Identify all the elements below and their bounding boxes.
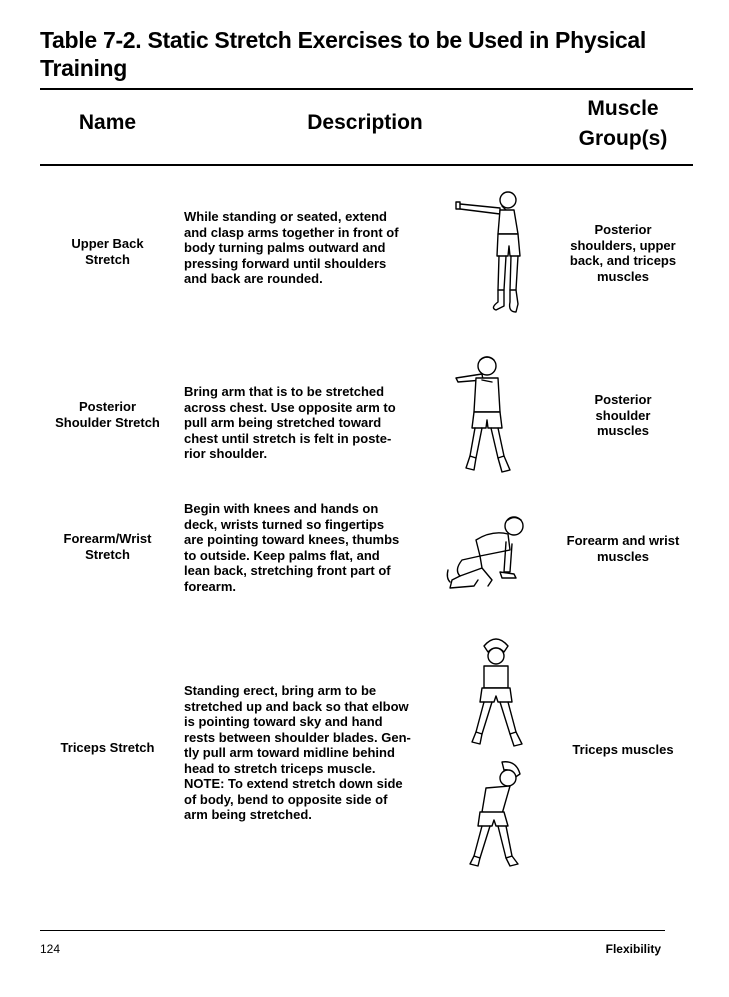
row-3-name: Forearm/Wrist Stretch [63, 531, 152, 562]
row-4-muscle-groups: Triceps muscles [572, 742, 674, 757]
row-4-name: Triceps Stretch [60, 740, 155, 755]
page-title: Table 7-2. Static Stretch Exercises to be Used in Physical Training [40, 27, 646, 81]
row-2-description: Bring arm that is to be stretched across chest. Use opposite arm to pull arm being stretched toward chest until stretch is felt in poste- rior shoulder. [184, 384, 396, 461]
top-rule [40, 88, 693, 90]
row-2-name: Posterior Shoulder Stretch [55, 399, 160, 430]
standing-arm-across-chest-figure-icon [452, 352, 522, 480]
row-4-description: Standing erect, bring arm to be stretched up and back so that elbow is pointing toward sky and hand rests between shoulder blades. Gen- tly pull arm toward midline behind head to stretch triceps muscle. NOTE: To extend stretch down side of body, bend to opposite side of arm being stretched. [184, 683, 411, 822]
row-3-muscle-groups: Forearm and wrist muscles [566, 533, 680, 564]
row-1-description: While standing or seated, extend and clasp arms together in front of body turning palms outward and pressing forward until shoulders and back are rounded. [184, 209, 399, 286]
standing-side-bend-figure-icon [462, 756, 532, 868]
row-1-name: Upper Back Stretch [71, 236, 144, 267]
standing-arm-overhead-figure-icon [466, 632, 526, 750]
page-number: 124 [40, 942, 61, 956]
row-2-muscle-groups: Posterior shoulder muscles [594, 392, 652, 438]
kneeling-hands-on-deck-figure-icon [444, 510, 534, 592]
footer-rule [40, 930, 665, 931]
column-header-muscle-groups: Muscle Group(s) [578, 97, 668, 150]
column-header-name: Name [78, 111, 137, 134]
standing-arms-forward-figure-icon [452, 190, 532, 318]
column-header-description: Description [307, 111, 423, 134]
row-1-muscle-groups: Posterior shoulders, upper back, and triceps muscles [569, 222, 677, 284]
header-rule [40, 164, 693, 166]
row-3-description: Begin with knees and hands on deck, wrists turned so fingertips are pointing toward knees, thumbs to outside. Keep palms flat, and lean back, stretching front part of forearm. [184, 501, 400, 594]
section-name: Flexibility [605, 942, 661, 956]
